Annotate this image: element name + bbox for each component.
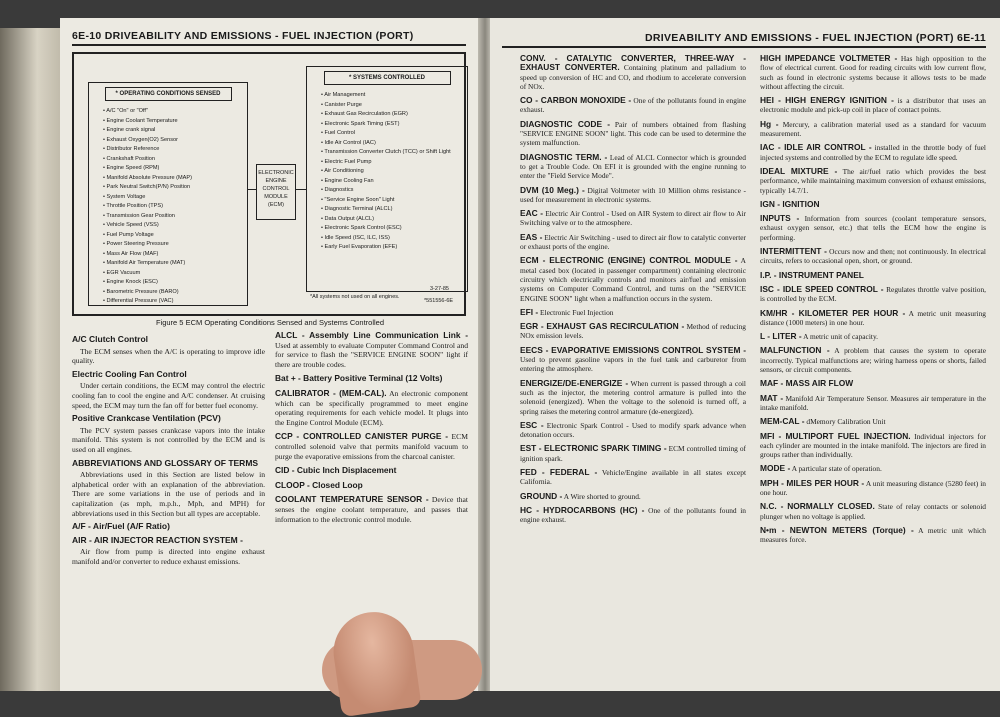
glossary-term: IAC - IDLE AIR CONTROL - <box>760 142 872 153</box>
section-heading: Positive Crankcase Ventilation (PCV) <box>72 413 221 424</box>
glossary-entry <box>760 271 986 280</box>
glossary-term: CCP - CONTROLLED CANISTER PURGE - <box>275 431 449 442</box>
glossary-term: HC - HYDROCARBONS (HC) - <box>520 504 645 515</box>
glossary-term: MALFUNCTION - <box>760 345 830 356</box>
glossary-definition: Has high opposition to the flow of electrical current. Good for reading circuits with low current flow, such as found in electronic systems because it allows tests to be made without affecting the circuit. <box>760 54 987 91</box>
glossary-term: I.P. - INSTRUMENT PANEL <box>760 269 864 280</box>
list-item: • Exhaust Oxygen(O2) Sensor <box>103 136 247 146</box>
figure-footnote: *All systems not used on all engines. <box>310 294 400 300</box>
list-item: • Park Neutral Switch(P/N) Position <box>103 183 247 193</box>
glossary-entry <box>275 331 468 369</box>
glossary-term: MPH - MILES PER HOUR - <box>760 477 865 488</box>
list-item: • Engine Coolant Temperature <box>103 117 247 127</box>
glossary-definition: Method of reducing NOx emission levels. <box>520 322 746 341</box>
glossary-definition: When current is passed through a coil such as the injector, the metering control armature is pulled into the solenoid (energized). When the voltage to the solenoid is turned off, a spring raises the metering control armature (de-energized). <box>520 378 746 416</box>
glossary-definition: An electronic component which can be specifically programmed to meet engine operating requirements for each vehicle model. It plugs into the Engine Control Module (ECM). <box>275 388 469 427</box>
operating-conditions-list <box>89 107 247 307</box>
glossary-entry <box>520 308 746 317</box>
list-item: • Throttle Position (TPS) <box>103 202 247 212</box>
glossary-definition: Electric Air Control - Used on AIR System to direct air flow to Air Switching valve or to the atmosphere. <box>520 209 746 228</box>
glossary-entry <box>275 389 468 427</box>
glossary-term: EAS - <box>520 231 543 242</box>
section-heading: Electric Cooling Fan Control <box>72 368 187 379</box>
output-arrow <box>296 189 306 190</box>
glossary-term: COOLANT TEMPERATURE SENSOR - <box>275 494 429 505</box>
glossary-entry <box>760 464 986 473</box>
glossary-entry <box>520 153 746 181</box>
list-item: • Transmission Converter Clutch (TCC) or Shift Light <box>321 148 467 158</box>
glossary-definition: Vehicle/Engine available in all states except California. <box>520 467 746 487</box>
glossary-entry <box>760 214 986 242</box>
list-item: • Canister Purge <box>321 101 467 111</box>
glossary-entry <box>275 495 468 524</box>
ecm-box: ELECTRONIC ENGINE CONTROL MODULE (ECM) <box>256 164 296 220</box>
glossary-term: MEM-CAL - <box>760 416 805 427</box>
glossary-definition: dMemory Calibration Unit <box>806 417 886 427</box>
left-page-header: 6E-10 DRIVEABILITY AND EMISSIONS - FUEL INJECTION (PORT) <box>72 28 466 46</box>
glossary-entry <box>760 332 986 341</box>
glossary-definition: A particular state of operation. <box>791 464 882 474</box>
glossary-definition: A unit measuring distance (5280 feet) in one hour. <box>760 478 986 497</box>
glossary-term: EFI - <box>520 306 539 317</box>
list-item: • Power Steering Pressure <box>103 240 247 250</box>
figure-caption: Figure 5 ECM Operating Conditions Sensed and Systems Controlled <box>155 318 385 327</box>
left-page <box>60 18 480 691</box>
glossary-term: EECS - EVAPORATIVE EMISSIONS CONTROL SYSTEM - <box>520 344 746 355</box>
glossary-entry <box>275 466 468 476</box>
glossary-term: DIAGNOSTIC CODE - <box>520 118 611 129</box>
glossary-definition: Device that senses the engine coolant temperature, and passes that information to the electronic control module. <box>275 495 468 524</box>
list-item: • Electronic Spark Timing (EST) <box>321 120 467 130</box>
glossary-term: N.C. - NORMALLY CLOSED. <box>760 501 875 512</box>
list-item: • Engine crank signal <box>103 126 247 136</box>
list-item: • Manifold Absolute Pressure (MAP) <box>103 174 247 184</box>
glossary-term: ESC - <box>520 419 544 430</box>
glossary-definition: is a distributor that uses an electronic module and pick-up coil in place of contact points. <box>760 96 986 115</box>
glossary-entry <box>520 506 746 525</box>
glossary-definition: installed in the throttle body of fuel injected systems and controlled by the ECM to regulate idle speed. <box>760 143 986 162</box>
list-item: • Diagnostics <box>321 186 467 196</box>
glossary-definition: Information from sources (coolant temperature sensors, exhaust oxygen sensor, etc.) that tells the ECM how the engine is performing. <box>760 214 986 242</box>
glossary-entry <box>520 379 746 416</box>
glossary-entry <box>520 209 746 228</box>
glossary-definition: Digital Voltmeter with 10 Million ohms resistance - used for measurement in electronic systems. <box>520 185 746 204</box>
glossary-term: Bat + - Battery Positive Terminal (12 Volts) <box>275 373 443 384</box>
list-item: • Data Output (ALCL) <box>321 215 467 225</box>
glossary-term: IGN - IGNITION <box>760 198 820 209</box>
glossary-definition: Lead of ALCL Connector which is grounded to get a Trouble Code. On EFI it is grounded with the engine running to enter the "Field Service Mode". <box>520 152 746 181</box>
glossary-entry <box>275 432 468 461</box>
list-item: • "Service Engine Soon" Light <box>321 196 467 206</box>
glossary-entry <box>760 379 986 388</box>
systems-controlled-list <box>307 91 467 253</box>
glossary-entry <box>760 502 986 521</box>
section-paragraph: Abbreviations used in this Section are listed below in alphabetical order with an explanation of the abbreviation. There are some variations in the use of periods and in capitalization (as mph, m.p.h., Mph, and MPH) for abbreviations used in this Section but all types are acceptable. <box>72 470 265 518</box>
glossary-term: GROUND - <box>520 490 563 501</box>
glossary-definition: State of relay contacts or solenoid plunger when no voltage is applied. <box>760 502 986 521</box>
glossary-entry <box>520 346 746 374</box>
glossary-definition: Electric Air Switching - used to direct air flow to catalytic converter or exhaust ports of the engine. <box>520 232 746 252</box>
glossary-entry <box>760 394 986 413</box>
glossary-term: MODE - <box>760 463 791 474</box>
list-item: • Idle Air Control (IAC) <box>321 139 467 149</box>
glossary-entry <box>760 247 986 266</box>
list-item: • Idle Speed (ISC, ILC, ISS) <box>321 234 467 244</box>
list-item: • Diagnostic Terminal (ALCL) <box>321 205 467 215</box>
list-item: • Engine Cooling Fan <box>321 177 467 187</box>
list-item: • Distributor Reference <box>103 145 247 155</box>
glossary-entry <box>520 233 746 252</box>
section-paragraph: Air flow from pump is directed into engine exhaust manifold and/or converter to reduce exhaust emissions. <box>72 547 265 566</box>
list-item: • Vehicle Speed (VSS) <box>103 221 247 231</box>
glossary-term: DVM (10 Meg.) - <box>520 184 585 195</box>
list-item: • Transmission Gear Position <box>103 212 247 222</box>
list-item: • System Voltage <box>103 193 247 203</box>
glossary-definition: Regulates throttle valve position, is controlled by the ECM. <box>760 284 986 304</box>
glossary-definition: A metric unit measuring distance (1000 meters) in one hour. <box>760 308 986 327</box>
section-heading: ABBREVIATIONS AND GLOSSARY OF TERMS <box>72 457 259 468</box>
glossary-entry <box>275 374 468 384</box>
glossary-term: ECM - ELECTRONIC (ENGINE) CONTROL MODULE - <box>520 255 738 266</box>
list-item: • Air Conditioning <box>321 167 467 177</box>
glossary-definition: A problem that causes the system to operate incorrectly. Typical malfunctions are; wiring harness opens or shorts, failed sensors, or circuit components. <box>760 346 986 375</box>
glossary-definition: Individual injectors for each cylinder are mounted in the intake manifold. The injectors are fired in groups rather than individually. <box>760 431 986 460</box>
glossary-entry <box>760 309 986 328</box>
list-item: • Differential Pressure (VAC) <box>103 297 247 307</box>
glossary-definition: The air/fuel ratio which provides the best performance, while maintaining maximum conversion of exhaust emissions, typically 14.7/1. <box>760 166 987 195</box>
right-page-header: DRIVEABILITY AND EMISSIONS - FUEL INJECTION (PORT) 6E-11 <box>502 30 986 48</box>
glossary-term: INTERMITTENT - <box>760 246 827 257</box>
glossary-definition: Mercury, a calibration material used as a standard for vacuum measurement. <box>760 119 986 139</box>
glossary-term: EGR - EXHAUST GAS RECIRCULATION - <box>520 321 685 332</box>
glossary-definition: Pair of numbers obtained from flashing "SERVICE ENGINE SOON" light. This code can be used to determine the system malfunction. <box>520 119 746 148</box>
left-column-1 <box>72 331 265 569</box>
section-paragraph: The ECM senses when the A/C is operating to improve idle quality. <box>72 346 265 366</box>
glossary-definition: A Wire shorted to ground. <box>563 491 641 501</box>
glossary-term: L - LITER - <box>760 331 802 342</box>
glossary-entry <box>760 143 986 162</box>
input-arrow <box>247 189 256 190</box>
glossary-entry <box>520 444 746 463</box>
glossary-term: ENERGIZE/DE-ENERGIZE - <box>520 377 629 388</box>
glossary-term: EST - ELECTRONIC SPARK TIMING - <box>520 443 667 454</box>
right-column-1 <box>520 54 746 549</box>
glossary-term: N•m - NEWTON METERS (Torque) - <box>760 524 914 535</box>
glossary-term: HEI - HIGH ENERGY IGNITION - <box>760 95 894 106</box>
list-item: • A/C "On" or "Off" <box>103 107 247 117</box>
glossary-definition: Containing platinum and palladium to speed up conversion of HC and CO, and rhodium to accelerate conversion of NOx. <box>520 63 746 91</box>
glossary-term: IDEAL MIXTURE - <box>760 165 838 176</box>
glossary-term: Hg - <box>760 118 779 129</box>
glossary-entry <box>520 256 746 302</box>
list-item: • Manifold Air Temperature (MAT) <box>103 259 247 269</box>
glossary-definition: One of the pollutants found in engine exhaust. <box>520 96 746 115</box>
glossary-entry <box>760 417 986 426</box>
glossary-term: CO - CARBON MONOXIDE - <box>520 95 632 106</box>
list-item: • Mass Air Flow (MAF) <box>103 250 247 260</box>
glossary-term: CLOOP - Closed Loop <box>275 479 363 490</box>
glossary-term: MAF - MASS AIR FLOW <box>760 378 854 389</box>
book-page-stack <box>0 28 62 691</box>
glossary-entry <box>760 432 986 460</box>
glossary-entry <box>520 468 746 487</box>
section-heading: A/C Clutch Control <box>72 334 149 344</box>
glossary-entry <box>520 322 746 341</box>
list-item: • Engine Knock (ESC) <box>103 278 247 288</box>
list-item: • Early Fuel Evaporation (EFE) <box>321 243 467 253</box>
right-column-2 <box>760 54 986 549</box>
glossary-definition: Occurs now and then; not continuously. In electrical circuits, refers to occasional open, short, or ground. <box>760 247 986 266</box>
section-heading: AIR - AIR INJECTOR REACTION SYSTEM - <box>72 534 243 545</box>
list-item: • Electronic Spark Control (ESC) <box>321 224 467 234</box>
glossary-term: INPUTS - <box>760 213 800 224</box>
glossary-term: ALCL - Assembly Line Communication Link - <box>275 330 468 340</box>
systems-controlled-title: * SYSTEMS CONTROLLED <box>324 71 451 85</box>
glossary-entry <box>520 96 746 115</box>
glossary-term: CID - Cubic Inch Displacement <box>275 465 397 476</box>
glossary-entry <box>760 346 986 374</box>
list-item: • Air Management <box>321 91 467 101</box>
glossary-entry <box>760 54 986 91</box>
list-item: • EGR Vacuum <box>103 269 247 279</box>
glossary-definition: A metric unit which measures force. <box>760 525 986 545</box>
glossary-definition: Manifold Air Temperature Sensor. Measures air temperature in the intake manifold. <box>760 393 986 412</box>
systems-controlled-box <box>306 66 468 292</box>
figure-ref: *551556-6E <box>424 298 454 304</box>
glossary-entry <box>275 481 468 491</box>
glossary-entry <box>760 200 986 209</box>
glossary-definition: Used to prevent gasoline vapors in the fuel tank and carburetor from entering the atmosphere. <box>520 355 746 374</box>
glossary-entry <box>520 120 746 148</box>
glossary-entry <box>520 492 746 501</box>
glossary-entry <box>520 54 746 91</box>
glossary-term: FED - FEDERAL - <box>520 466 598 477</box>
operating-conditions-box <box>88 82 248 306</box>
glossary-term: MFI - MULTIPORT FUEL INJECTION. <box>760 430 911 441</box>
list-item: • Fuel Control <box>321 129 467 139</box>
list-item: • Barometric Pressure (BARO) <box>103 288 247 298</box>
glossary-entry <box>760 96 986 115</box>
operating-conditions-title: * OPERATING CONDITIONS SENSED <box>105 87 232 101</box>
figure-date: 3-27-85 <box>430 286 449 292</box>
glossary-definition: One of the pollutants found in engine exhaust. <box>520 505 746 525</box>
list-item: • Crankshaft Position <box>103 155 247 165</box>
glossary-term: ISC - IDLE SPEED CONTROL - <box>760 283 884 294</box>
glossary-entry <box>520 186 746 205</box>
right-page <box>490 18 1000 691</box>
glossary-definition: Electronic Fuel Injection <box>540 307 614 317</box>
glossary-definition: A metal cased box (located in passenger compartment) containing electronic circuitry which electrically controls and monitors air/fuel and emission systems on Computer Command Control, and turns on the "SERVICE ENGINE SOON" light when a malfunction occurs in the system. <box>520 256 746 303</box>
glossary-entry <box>760 120 986 139</box>
list-item: • Exhaust Gas Recirculation (EGR) <box>321 110 467 120</box>
list-item: • Fuel Pump Voltage <box>103 231 247 241</box>
section-heading: A/F - Air/Fuel (A/F Ratio) <box>72 521 170 532</box>
glossary-entry <box>760 285 986 304</box>
list-item: • Electric Fuel Pump <box>321 158 467 168</box>
left-column-2 <box>275 331 468 569</box>
list-item: • Engine Speed (RPM) <box>103 164 247 174</box>
glossary-definition: A metric unit of capacity. <box>803 332 879 342</box>
glossary-entry <box>760 526 986 545</box>
glossary-definition: ECM controlled solenoid valve that permits manifold vacuum to purge the evaporative emissions from the charcoal canister. <box>275 432 468 461</box>
glossary-definition: ECM controlled timing of ignition spark. <box>520 444 746 463</box>
glossary-entry <box>520 421 746 440</box>
section-paragraph: Under certain conditions, the ECM may control the electric cooling fan to cool the engine and A/C condenser. At cruising speed, the ECM may turn the fan off for better fuel economy. <box>72 381 265 410</box>
glossary-term: KM/HR - KILOMETER PER HOUR - <box>760 307 906 318</box>
glossary-term: HIGH IMPEDANCE VOLTMETER - <box>760 53 898 63</box>
glossary-term: DIAGNOSTIC TERM. - <box>520 151 608 162</box>
glossary-definition: Electronic Spark Control - Used to modify spark advance when detonation occurs. <box>520 420 746 440</box>
ecm-figure <box>72 52 466 316</box>
glossary-entry <box>760 167 986 195</box>
glossary-term: EAC - <box>520 208 544 219</box>
glossary-term: CONV. - CATALYTIC CONVERTER, THREE-WAY - EXHAUST CONVERTER. <box>520 53 746 73</box>
glossary-term: MAT - <box>760 392 784 403</box>
glossary-definition: Used at assembly to evaluate Computer Command Control and for service to flash the "SERVICE ENGINE SOON" light if there are trouble codes. <box>275 340 468 369</box>
glossary-entry <box>760 479 986 498</box>
section-paragraph: The PCV system passes crankcase vapors into the intake manifold. This system is not controlled by the ECM and is used on all engines. <box>72 425 265 454</box>
glossary-term: CALIBRATOR - (MEM-CAL). <box>275 387 387 398</box>
